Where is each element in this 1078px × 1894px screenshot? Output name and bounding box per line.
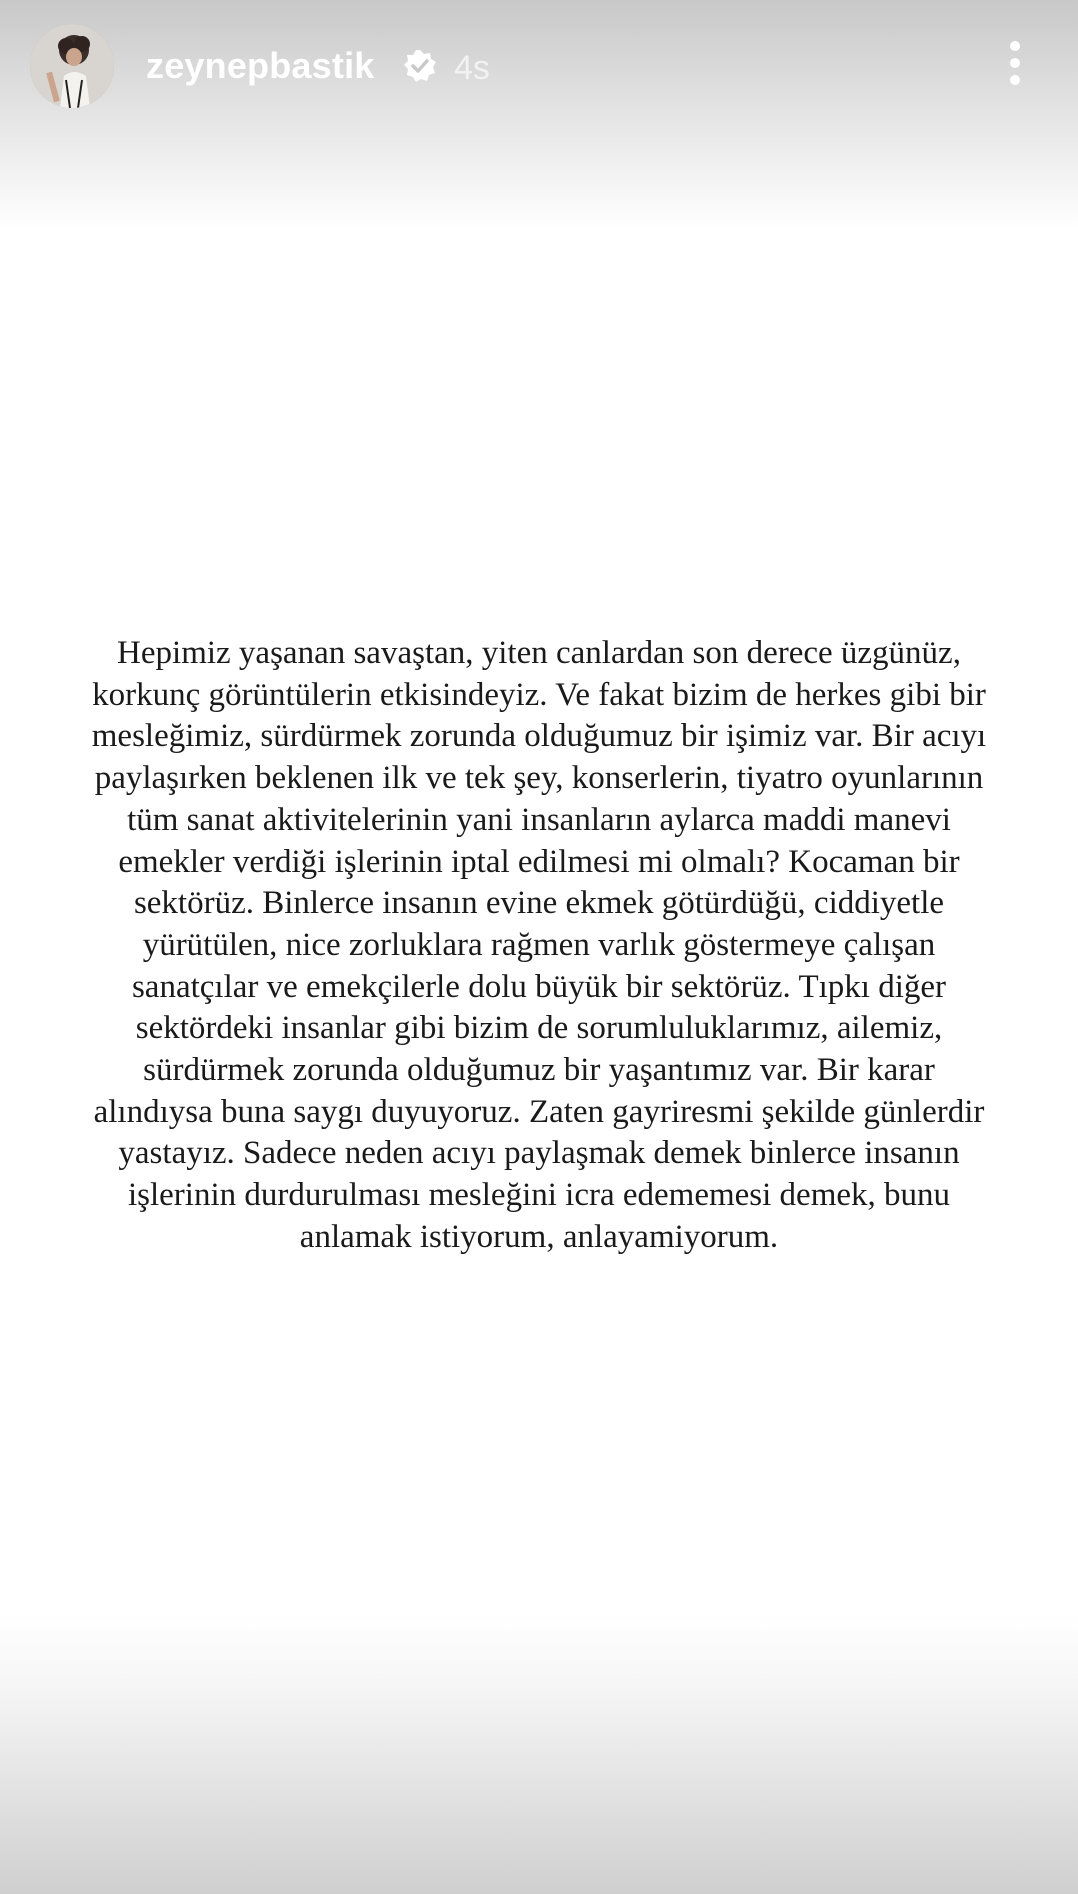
story-header xyxy=(0,0,1078,130)
avatar[interactable] xyxy=(30,24,114,108)
story-text-line: yastayız. Sadece neden acıyı paylaşmak demek binlerce insanın xyxy=(118,1135,960,1172)
story-text-line: yürütülen, nice zorluklara rağmen varlık göstermeye çalışan xyxy=(142,926,936,963)
story-text-line: alındıysa buna saygı duyuyoruz. Zaten gayriresmi şekilde günlerdir xyxy=(93,1093,985,1130)
verified-badge-icon xyxy=(402,48,438,84)
profile-avatar-icon xyxy=(30,24,114,108)
story-text-line: işlerinin durdurulması mesleğini icra edememesi demek, bunu xyxy=(127,1177,951,1214)
story-text-line: sektördeki insanlar gibi bizim de sorumluluklarımız, ailemiz, xyxy=(135,1010,943,1047)
story-text-line: korkunç görüntülerin etkisindeyiz. Ve fakat bizim de herkes gibi bir xyxy=(92,676,986,713)
story-text-line: sanatçılar ve emekçilerle dolu büyük bir sektörüz. Tıpkı diğer xyxy=(131,968,947,1005)
timestamp: 4s xyxy=(454,49,490,87)
story-text-line: Hepimiz yaşanan savaştan, yiten canlardan son derece üzgünüz, xyxy=(117,635,961,671)
bottom-gradient-overlay xyxy=(0,1614,1078,1894)
story-text-line: anlamak istiyorum, anlayamiyorum. xyxy=(299,1218,779,1255)
story-text-line: tüm sanat aktivitelerinin yani insanların aylarca maddi manevi xyxy=(127,801,951,838)
story-text-line: emekler verdiği işlerinin iptal edilmesi mi olmalı? Kocaman bir xyxy=(118,843,960,880)
username[interactable]: zeynepbastik xyxy=(146,45,375,86)
story-text-line: paylaşırken beklenen ilk ve tek şey, konserlerin, tiyatro oyunlarının xyxy=(94,760,984,797)
story-text-line: sürdürmek zorunda olduğumuz bir yaşantımız var. Bir karar xyxy=(143,1052,935,1089)
story-text xyxy=(0,633,1078,1259)
story-text-line: mesleğimiz, sürdürmek zorunda olduğumuz bir işimiz var. Bir acıyı xyxy=(91,718,987,755)
story-text-line: sektörüz. Binlerce insanın evine ekmek götürdüğü, ciddiyetle xyxy=(133,885,945,922)
more-options-icon[interactable] xyxy=(1000,38,1030,88)
